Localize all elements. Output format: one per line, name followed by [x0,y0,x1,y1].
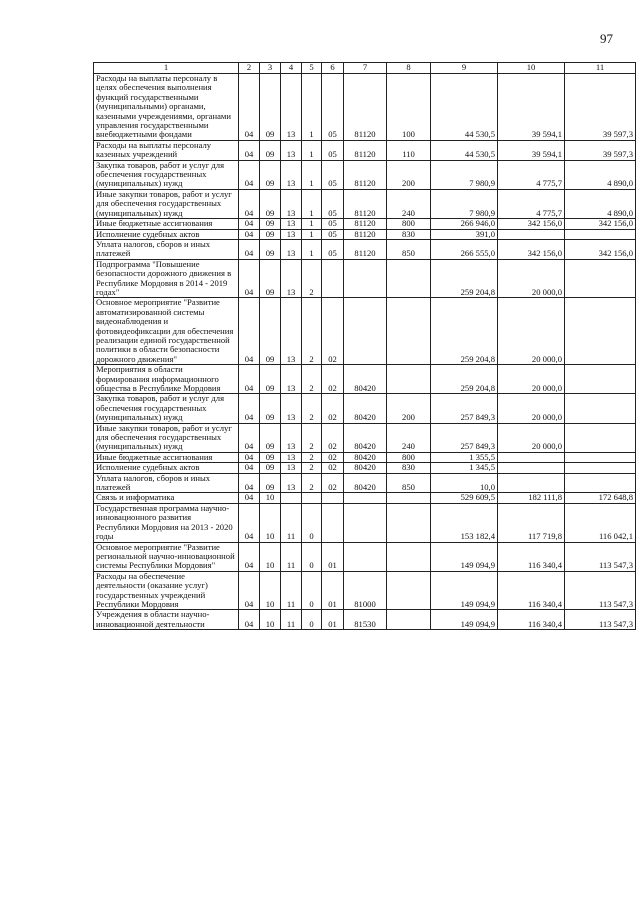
row-cell-c10: 39 594,1 [498,140,565,160]
row-cell-c4: 13 [281,463,302,473]
row-cell-c6: 05 [322,239,344,259]
row-cell-c11 [565,365,636,394]
row-cell-c11: 39 597,3 [565,140,636,160]
row-cell-c4: 11 [281,571,302,610]
row-cell-c8: 800 [387,452,431,462]
row-cell-c7: 80420 [344,394,387,423]
row-cell-c3: 10 [260,542,281,571]
row-cell-c4 [281,493,302,503]
row-cell-c10: 4 775,7 [498,189,565,218]
column-header: 8 [387,63,431,74]
row-cell-c8 [387,259,431,298]
row-label: Связь и информатика [94,493,239,503]
row-cell-c9: 259 204,8 [431,365,498,394]
row-cell-c6: 02 [322,365,344,394]
row-cell-c10: 4 775,7 [498,160,565,189]
row-cell-c8 [387,542,431,571]
row-cell-c3: 09 [260,239,281,259]
row-cell-c3: 09 [260,298,281,365]
row-label: Подпрограмма "Повышение безопасности дорожного движения в Республике Мордовия в 2014 - 2019 годах" [94,259,239,298]
row-cell-c2: 04 [239,452,260,462]
budget-table [93,62,636,630]
row-cell-c2: 04 [239,493,260,503]
row-cell-c10 [498,473,565,493]
column-header: 2 [239,63,260,74]
column-header: 11 [565,63,636,74]
row-cell-c2: 04 [239,365,260,394]
row-cell-c10 [498,229,565,239]
row-cell-c2: 04 [239,394,260,423]
table-row [94,423,636,452]
row-cell-c7 [344,503,387,542]
row-cell-c3: 09 [260,473,281,493]
column-header: 10 [498,63,565,74]
table-row [94,394,636,423]
row-cell-c7: 81120 [344,160,387,189]
row-cell-c6: 05 [322,219,344,229]
row-cell-c9: 44 530,5 [431,74,498,141]
row-cell-c9: 7 980,9 [431,160,498,189]
row-label: Иные бюджетные ассигнования [94,452,239,462]
row-cell-c4: 13 [281,365,302,394]
row-cell-c3: 10 [260,493,281,503]
row-cell-c4: 13 [281,229,302,239]
row-cell-c4: 13 [281,452,302,462]
table-row [94,239,636,259]
row-cell-c9: 259 204,8 [431,259,498,298]
row-cell-c2: 04 [239,542,260,571]
column-header: 4 [281,63,302,74]
row-cell-c11: 4 890,0 [565,160,636,189]
table-row [94,493,636,503]
row-cell-c7: 81000 [344,571,387,610]
row-cell-c4: 13 [281,394,302,423]
row-cell-c5: 2 [302,423,322,452]
row-cell-c9: 529 609,5 [431,493,498,503]
row-cell-c11: 39 597,3 [565,74,636,141]
row-cell-c5: 1 [302,74,322,141]
row-cell-c10: 182 111,8 [498,493,565,503]
table-header-row [94,63,636,74]
row-cell-c4: 13 [281,298,302,365]
row-cell-c7: 81120 [344,140,387,160]
row-cell-c5: 1 [302,219,322,229]
table-row [94,229,636,239]
table-row [94,610,636,630]
row-cell-c3: 09 [260,394,281,423]
row-cell-c9: 257 849,3 [431,394,498,423]
row-label: Исполнение судебных актов [94,463,239,473]
row-label: Основное мероприятие "Развитие региональной научно-инновационной системы Республики Мордовия" [94,542,239,571]
row-cell-c5: 1 [302,229,322,239]
row-cell-c5: 2 [302,452,322,462]
row-cell-c8: 850 [387,239,431,259]
row-label: Закупка товаров, работ и услуг для обеспечения государственных (муниципальных) нужд [94,394,239,423]
table-row [94,219,636,229]
row-cell-c10: 117 719,8 [498,503,565,542]
row-cell-c3: 09 [260,452,281,462]
row-cell-c7: 80420 [344,423,387,452]
row-cell-c11 [565,394,636,423]
row-cell-c4: 13 [281,160,302,189]
row-cell-c9: 259 204,8 [431,298,498,365]
row-cell-c8: 850 [387,473,431,493]
row-cell-c11 [565,423,636,452]
row-cell-c4: 11 [281,542,302,571]
row-cell-c10: 116 340,4 [498,542,565,571]
row-cell-c5 [302,493,322,503]
row-cell-c11: 342 156,0 [565,239,636,259]
row-cell-c10: 116 340,4 [498,571,565,610]
row-cell-c6: 05 [322,160,344,189]
row-cell-c4: 13 [281,239,302,259]
row-cell-c3: 09 [260,219,281,229]
column-header: 9 [431,63,498,74]
row-cell-c11: 113 547,3 [565,610,636,630]
row-label: Иные закупки товаров, работ и услуг для обеспечения государственных (муниципальных) нужд [94,423,239,452]
row-cell-c6 [322,503,344,542]
row-cell-c7: 80420 [344,452,387,462]
row-cell-c9: 1 345,5 [431,463,498,473]
row-cell-c11: 113 547,3 [565,542,636,571]
row-cell-c8 [387,610,431,630]
row-cell-c7 [344,298,387,365]
row-cell-c4: 11 [281,610,302,630]
row-cell-c5: 0 [302,571,322,610]
row-cell-c2: 04 [239,259,260,298]
column-header: 5 [302,63,322,74]
row-cell-c11 [565,473,636,493]
row-cell-c6: 02 [322,452,344,462]
row-cell-c7: 81120 [344,229,387,239]
row-cell-c6: 01 [322,571,344,610]
row-cell-c8 [387,298,431,365]
row-cell-c8: 240 [387,423,431,452]
row-cell-c3: 10 [260,571,281,610]
row-cell-c4: 13 [281,423,302,452]
row-cell-c10: 342 156,0 [498,239,565,259]
table-row [94,189,636,218]
row-cell-c10: 342 156,0 [498,219,565,229]
column-header: 7 [344,63,387,74]
row-cell-c11 [565,229,636,239]
row-cell-c3: 10 [260,610,281,630]
table-row [94,473,636,493]
row-cell-c6: 02 [322,463,344,473]
row-cell-c6: 02 [322,298,344,365]
row-cell-c2: 04 [239,473,260,493]
row-cell-c10: 20 000,0 [498,259,565,298]
row-cell-c5: 1 [302,239,322,259]
row-cell-c8: 110 [387,140,431,160]
row-cell-c4: 13 [281,189,302,218]
row-cell-c11 [565,259,636,298]
row-cell-c3: 09 [260,365,281,394]
row-label: Основное мероприятие "Развитие автоматизированной системы видеонаблюдения и фотовидеофиксации для обеспечения реализации единой государственной политики в области безопасности дорожного движения" [94,298,239,365]
row-label: Расходы на выплаты персоналу казенных учреждений [94,140,239,160]
row-cell-c6 [322,259,344,298]
row-label: Учреждения в области научно-инновационной деятельности [94,610,239,630]
row-label: Расходы на выплаты персоналу в целях обеспечения выполнения функций государственными (муниципальными) органами, казенными учреждениями, органами управления государственными внебюджетными фондами [94,74,239,141]
row-cell-c6: 05 [322,74,344,141]
row-cell-c11: 342 156,0 [565,219,636,229]
row-cell-c11: 4 890,0 [565,189,636,218]
row-label: Иные закупки товаров, работ и услуг для обеспечения государственных (муниципальных) нужд [94,189,239,218]
row-cell-c9: 257 849,3 [431,423,498,452]
row-cell-c2: 04 [239,571,260,610]
row-cell-c7: 81120 [344,189,387,218]
row-cell-c11: 172 648,8 [565,493,636,503]
row-cell-c8: 200 [387,394,431,423]
row-cell-c3: 09 [260,74,281,141]
row-label: Закупка товаров, работ и услуг для обеспечения государственных (муниципальных) нужд [94,160,239,189]
row-cell-c6: 01 [322,610,344,630]
row-cell-c4: 13 [281,473,302,493]
row-cell-c9: 149 094,9 [431,571,498,610]
row-cell-c2: 04 [239,229,260,239]
row-label: Государственная программа научно-инновационного развития Республики Мордовия на 2013 - 2020 годы [94,503,239,542]
row-cell-c3: 09 [260,463,281,473]
row-cell-c7 [344,542,387,571]
row-cell-c11 [565,298,636,365]
row-cell-c8 [387,571,431,610]
table-row [94,298,636,365]
table-row [94,140,636,160]
row-cell-c3: 10 [260,503,281,542]
column-header: 3 [260,63,281,74]
row-cell-c8: 240 [387,189,431,218]
row-cell-c9: 153 182,4 [431,503,498,542]
row-cell-c5: 2 [302,463,322,473]
table-row [94,259,636,298]
row-cell-c11 [565,463,636,473]
row-cell-c6: 02 [322,423,344,452]
row-cell-c7: 80420 [344,463,387,473]
row-cell-c8 [387,503,431,542]
row-cell-c2: 04 [239,239,260,259]
row-cell-c5: 2 [302,298,322,365]
row-cell-c8: 800 [387,219,431,229]
column-header: 6 [322,63,344,74]
table-row [94,542,636,571]
row-cell-c10 [498,452,565,462]
row-cell-c7: 80420 [344,473,387,493]
row-cell-c2: 04 [239,463,260,473]
row-cell-c6: 01 [322,542,344,571]
row-cell-c5: 1 [302,189,322,218]
row-cell-c9: 149 094,9 [431,610,498,630]
table-row [94,571,636,610]
row-cell-c8 [387,365,431,394]
row-cell-c10: 116 340,4 [498,610,565,630]
row-cell-c11: 113 547,3 [565,571,636,610]
row-cell-c11 [565,452,636,462]
row-cell-c7: 80420 [344,365,387,394]
row-cell-c9: 44 530,5 [431,140,498,160]
row-cell-c4: 13 [281,140,302,160]
row-cell-c9: 266 946,0 [431,219,498,229]
row-cell-c9: 1 355,5 [431,452,498,462]
row-cell-c10: 20 000,0 [498,394,565,423]
row-cell-c7: 81530 [344,610,387,630]
row-cell-c4: 13 [281,219,302,229]
row-cell-c5: 2 [302,259,322,298]
row-cell-c9: 391,0 [431,229,498,239]
row-label: Расходы на обеспечение деятельности (оказание услуг) государственных учреждений Республики Мордовия [94,571,239,610]
row-cell-c2: 04 [239,189,260,218]
row-label: Мероприятия в области формирования информационного общества в Республике Мордовия [94,365,239,394]
row-cell-c5: 2 [302,394,322,423]
row-cell-c7 [344,493,387,503]
row-cell-c5: 1 [302,160,322,189]
row-cell-c2: 04 [239,503,260,542]
table-row [94,365,636,394]
row-cell-c4: 13 [281,259,302,298]
row-cell-c2: 04 [239,423,260,452]
row-cell-c7: 81120 [344,219,387,229]
row-cell-c6: 05 [322,189,344,218]
row-cell-c5: 2 [302,365,322,394]
row-cell-c3: 09 [260,423,281,452]
row-label: Исполнение судебных актов [94,229,239,239]
row-cell-c6: 02 [322,394,344,423]
row-cell-c9: 149 094,9 [431,542,498,571]
row-cell-c2: 04 [239,74,260,141]
row-label: Уплата налогов, сборов и иных платежей [94,473,239,493]
row-cell-c4: 13 [281,74,302,141]
row-cell-c10: 20 000,0 [498,298,565,365]
row-cell-c3: 09 [260,229,281,239]
row-cell-c5: 0 [302,503,322,542]
row-cell-c3: 09 [260,259,281,298]
row-cell-c9: 7 980,9 [431,189,498,218]
row-label: Иные бюджетные ассигнования [94,219,239,229]
row-cell-c8 [387,493,431,503]
row-cell-c2: 04 [239,610,260,630]
row-cell-c6: 05 [322,229,344,239]
row-cell-c4: 11 [281,503,302,542]
page-number: 97 [600,31,613,46]
row-cell-c5: 2 [302,473,322,493]
row-cell-c10: 20 000,0 [498,423,565,452]
row-cell-c11: 116 042,1 [565,503,636,542]
row-cell-c6 [322,493,344,503]
row-cell-c10: 39 594,1 [498,74,565,141]
row-cell-c2: 04 [239,298,260,365]
row-cell-c8: 830 [387,229,431,239]
table-row [94,452,636,462]
row-cell-c8: 200 [387,160,431,189]
table-row [94,74,636,141]
row-cell-c2: 04 [239,160,260,189]
row-label: Уплата налогов, сборов и иных платежей [94,239,239,259]
row-cell-c7: 81120 [344,74,387,141]
row-cell-c5: 1 [302,140,322,160]
row-cell-c2: 04 [239,140,260,160]
row-cell-c6: 05 [322,140,344,160]
table-row [94,503,636,542]
row-cell-c3: 09 [260,140,281,160]
row-cell-c7 [344,259,387,298]
row-cell-c10 [498,463,565,473]
row-cell-c8: 830 [387,463,431,473]
row-cell-c2: 04 [239,219,260,229]
table-row [94,160,636,189]
row-cell-c3: 09 [260,160,281,189]
table-row [94,463,636,473]
column-header: 1 [94,63,239,74]
row-cell-c5: 0 [302,610,322,630]
row-cell-c9: 10,0 [431,473,498,493]
row-cell-c5: 0 [302,542,322,571]
row-cell-c3: 09 [260,189,281,218]
row-cell-c6: 02 [322,473,344,493]
row-cell-c7: 81120 [344,239,387,259]
row-cell-c10: 20 000,0 [498,365,565,394]
row-cell-c9: 266 555,0 [431,239,498,259]
row-cell-c8: 100 [387,74,431,141]
